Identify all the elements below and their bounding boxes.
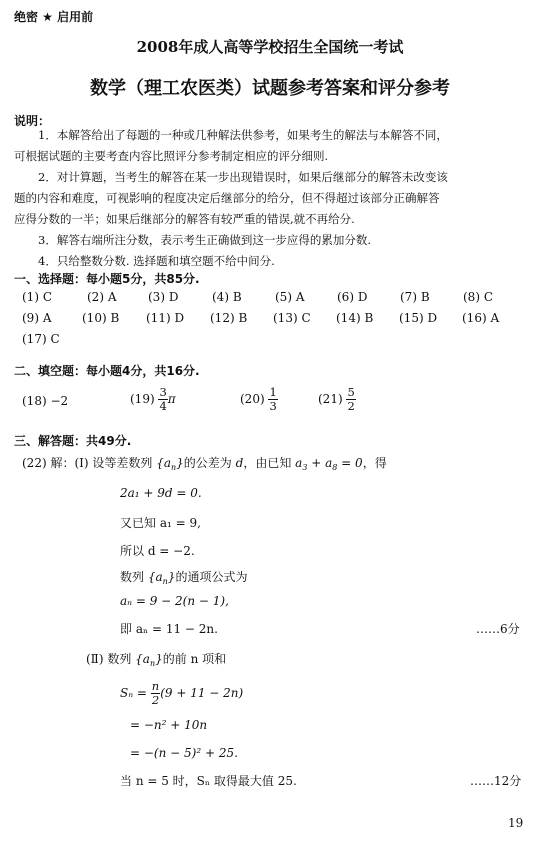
sequence-symbol: $\{a_n\}$ (147, 570, 176, 586)
q22-general (120, 568, 247, 586)
fill-label: (20) (240, 392, 265, 406)
q22-intro-text: 的公差为 (183, 456, 232, 470)
sequence-symbol: $\{a_n\}$ (156, 456, 184, 472)
q22-known: 又已知 a₁ = 9, (120, 516, 201, 530)
fraction-denominator: 2 (347, 399, 355, 413)
choice-answer: (10) B (82, 311, 120, 325)
q22-eq1: 2a₁ + 9d = 0. (120, 486, 202, 500)
fill-label: (19) (130, 392, 155, 406)
fraction-denominator: 3 (269, 399, 277, 413)
q22-conclusion: 当 n = 5 时，Sₙ 取得最大值 25. (120, 774, 297, 788)
choice-answer: (17) C (22, 332, 60, 346)
choice-answer: (11) D (146, 311, 185, 325)
fill-answer-19 (130, 386, 176, 413)
choice-answer: (3) D (148, 290, 179, 304)
q22-part2 (86, 650, 226, 668)
q22-sn1 (120, 680, 243, 707)
q22-an2: 即 aₙ = 11 − 2n. (120, 622, 218, 636)
fill-value: −2 (50, 394, 69, 408)
choice-answer: (7) B (400, 290, 430, 304)
choice-answer: (8) C (463, 290, 493, 304)
q22-sn2: = −n² + 10n (130, 718, 208, 732)
fraction-numerator: 3 (159, 385, 167, 399)
choice-heading: 一、选择题：每小题5分，共85分. (14, 272, 200, 286)
choice-answer: (5) A (275, 290, 305, 304)
note-2-cont-1: 题的内容和难度，可视影响的程度决定后继部分的给分，但不得超过该部分正确解答 (14, 191, 440, 205)
fill-label: (18) (22, 394, 47, 408)
pi-symbol: π (167, 392, 176, 406)
q22-intro-text: ，得 (362, 456, 387, 470)
q22-text: 的通项公式为 (175, 570, 248, 584)
choice-answer: (6) D (337, 290, 368, 304)
note-1-cont: 可根据试题的主要考查内容比照评分参考制定相应的评分细则. (14, 149, 329, 163)
note-1: 1．本解答给出了每题的一种或几种解法供参考，如果考生的解法与本解答不同， (38, 128, 448, 142)
note-2-cont-2: 应得分数的一半；如果后继部分的解答有较严重的错误,就不再给分. (14, 212, 355, 226)
confidential-label: 绝密 ★ 启用前 (14, 10, 94, 24)
fill-answer-18 (22, 394, 68, 408)
fraction-denominator: 4 (159, 399, 167, 413)
q22-text: 的前 n 项和 (162, 652, 227, 666)
fill-answer-21 (318, 386, 356, 413)
choice-answer: (9) A (22, 311, 52, 325)
fill-label: (21) (318, 392, 343, 406)
choice-answer: (4) B (212, 290, 242, 304)
fraction-numerator: 5 (347, 385, 355, 399)
math-d: d (235, 456, 244, 470)
sn-lhs: Sₙ = (120, 686, 147, 700)
fill-heading: 二、填空题：每小题4分，共16分. (14, 364, 200, 378)
fraction (151, 680, 160, 707)
score-mark-12: ……12分 (470, 774, 522, 788)
choice-answer: (15) D (399, 311, 438, 325)
q22-sn3: = −(n − 5)² + 25. (130, 746, 238, 760)
choice-answer: (16) A (462, 311, 500, 325)
choice-answer: (1) C (22, 290, 52, 304)
q22-intro (22, 454, 387, 472)
fraction (268, 386, 277, 413)
choice-answer: (2) A (87, 290, 117, 304)
q22-intro-text: (22) 解：(Ⅰ) 设等差数列 (22, 456, 153, 470)
sequence-symbol: $\{a_n\}$ (135, 652, 163, 668)
solve-heading: 三、解答题：共49分. (14, 434, 132, 448)
exam-title: 2008年成人高等学校招生全国统一考试 (136, 38, 404, 56)
fraction-numerator: 1 (269, 385, 277, 399)
page-number: 19 (508, 816, 524, 830)
fraction-numerator: n (151, 679, 160, 693)
choice-answer: (12) B (210, 311, 248, 325)
q22-text: (Ⅱ) 数列 (86, 652, 132, 666)
q22-so: 所以 d = −2. (120, 544, 195, 558)
fraction (158, 386, 167, 413)
math-condition: $a_3 + a_8 = 0$ (295, 456, 363, 472)
fill-answer-20 (240, 386, 278, 413)
subject-title: 数学（理工农医类）试题参考答案和评分参考 (90, 78, 450, 99)
note-3: 3．解答右端所注分数，表示考生正确做到这一步应得的累加分数. (38, 233, 371, 247)
sn-rest: (9 + 11 − 2n) (160, 686, 244, 700)
note-2: 2．对计算题，当考生的解答在某一步出现错误时，如果后继部分的解答未改变该 (38, 170, 448, 184)
choice-answer: (14) B (336, 311, 374, 325)
note-4: 4．只给整数分数. 选择题和填空题不给中间分. (38, 254, 275, 268)
q22-intro-text: ，由已知 (243, 456, 292, 470)
score-mark-6: ……6分 (476, 622, 520, 636)
q22-an1: aₙ = 9 − 2(n − 1), (120, 594, 229, 608)
choice-answer: (13) C (273, 311, 311, 325)
q22-text: 数列 (120, 570, 145, 584)
fraction (346, 386, 355, 413)
notes-heading: 说明： (14, 114, 51, 128)
fraction-denominator: 2 (151, 693, 160, 707)
